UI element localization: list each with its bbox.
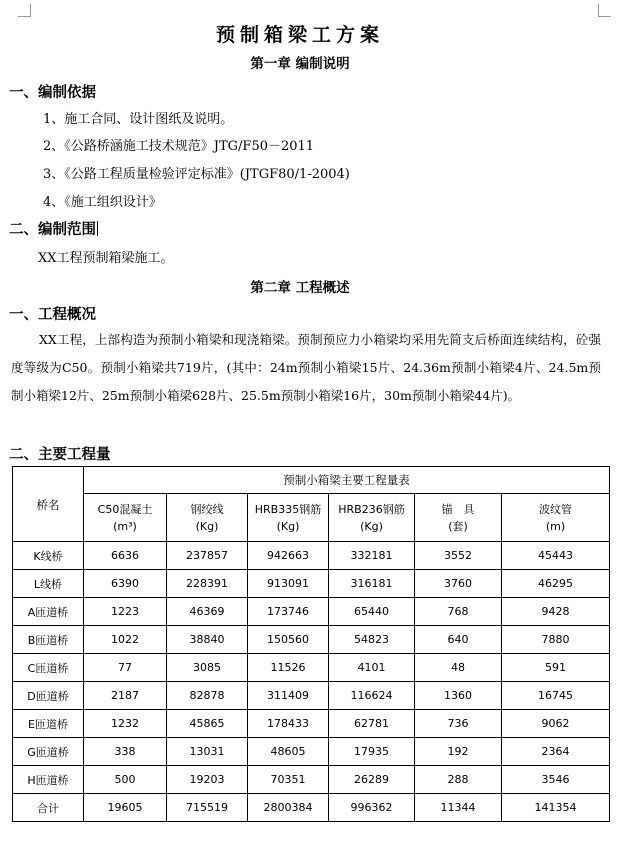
table-cell: 3552 xyxy=(415,542,502,570)
table-cell: 46369 xyxy=(167,598,248,626)
column-name: C50混凝土 xyxy=(97,502,153,516)
table-cell: 316181 xyxy=(329,570,415,598)
table-cell: 6390 xyxy=(84,570,167,598)
table-cell: 13031 xyxy=(167,738,248,766)
list-item: 1、施工合同、设计图纸及说明。 xyxy=(43,112,234,127)
page-corner-mark xyxy=(598,4,611,17)
table-column-header xyxy=(84,494,167,542)
table-cell: 9062 xyxy=(502,710,610,738)
bridge-name-cell: 合计 xyxy=(13,794,84,822)
table-row xyxy=(13,570,610,598)
bridge-name-cell: B匝道桥 xyxy=(13,626,84,654)
bridge-name-cell: G匝道桥 xyxy=(13,738,84,766)
table-header-bridge-name: 桥名 xyxy=(13,467,84,542)
page-corner-mark xyxy=(18,4,31,17)
table-cell: 116624 xyxy=(329,682,415,710)
table-caption: 预制小箱梁主要工程量表 xyxy=(84,467,610,494)
table-cell: 19203 xyxy=(167,766,248,794)
table-cell: 2364 xyxy=(502,738,610,766)
table-cell: 913091 xyxy=(248,570,329,598)
bridge-name-cell: E匝道桥 xyxy=(13,710,84,738)
section-heading: 一、编制依据 xyxy=(9,84,96,101)
table-cell: 3546 xyxy=(502,766,610,794)
table-cell: 500 xyxy=(84,766,167,794)
table-column-header xyxy=(167,494,248,542)
table-cell: 6636 xyxy=(84,542,167,570)
table-cell: 2800384 xyxy=(248,794,329,822)
table-cell: 332181 xyxy=(329,542,415,570)
table-cell: 7880 xyxy=(502,626,610,654)
section-heading-text: 二、编制范围 xyxy=(9,221,96,238)
bridge-name-cell: K线桥 xyxy=(13,542,84,570)
text-cursor xyxy=(97,221,98,236)
table-cell: 141354 xyxy=(502,794,610,822)
paragraph: XX工程，上部构造为预制小箱梁和现浇箱梁。预制预应力小箱梁均采用先简支后桥面连续结构，砼强度等级为C50。预制小箱梁共719片，(其中：24m预制小箱梁15片、24.36m预制小箱梁4片、24.5m预制小箱梁12片、25m预制小箱梁628片、25.5m预制小箱梁16片，30m预制小箱梁44片)。 xyxy=(11,332,601,403)
table-cell: 996362 xyxy=(329,794,415,822)
table-cell: 237857 xyxy=(167,542,248,570)
table-cell: 4101 xyxy=(329,654,415,682)
column-unit: (Kg) xyxy=(195,519,219,533)
table-row xyxy=(13,738,610,766)
table-column-header xyxy=(248,494,329,542)
table-row xyxy=(13,542,610,570)
bridge-name-cell: C匝道桥 xyxy=(13,654,84,682)
table-cell: 45865 xyxy=(167,710,248,738)
table-cell: 338 xyxy=(84,738,167,766)
table-cell: 54823 xyxy=(329,626,415,654)
table-cell: 2187 xyxy=(84,682,167,710)
table-column-header xyxy=(329,494,415,542)
bridge-name-cell: D匝道桥 xyxy=(13,682,84,710)
table-cell: 942663 xyxy=(248,542,329,570)
bridge-name-cell: L线桥 xyxy=(13,570,84,598)
table-cell: 591 xyxy=(502,654,610,682)
table-cell: 62781 xyxy=(329,710,415,738)
table-cell: 1223 xyxy=(84,598,167,626)
column-unit: (套) xyxy=(448,519,468,533)
column-name: HRB335钢筋 xyxy=(254,502,322,516)
table-cell: 1360 xyxy=(415,682,502,710)
table-row xyxy=(13,598,610,626)
table-cell: 82878 xyxy=(167,682,248,710)
table-cell: 65440 xyxy=(329,598,415,626)
table-row xyxy=(13,626,610,654)
table-cell: 11344 xyxy=(415,794,502,822)
table-cell: 1022 xyxy=(84,626,167,654)
table-column-header xyxy=(502,494,610,542)
bridge-name-cell: H匝道桥 xyxy=(13,766,84,794)
column-name: HRB236钢筋 xyxy=(338,502,405,516)
paragraph: XX工程预制箱梁施工。 xyxy=(38,251,174,266)
list-item: 4、《施工组织设计》 xyxy=(43,195,162,210)
table-cell: 736 xyxy=(415,710,502,738)
table-cell: 715519 xyxy=(167,794,248,822)
table-cell: 173746 xyxy=(248,598,329,626)
table-cell: 77 xyxy=(84,654,167,682)
table-cell: 48 xyxy=(415,654,502,682)
section-heading: 一、工程概况 xyxy=(9,306,96,323)
column-unit: (m³) xyxy=(113,519,137,533)
table-cell: 9428 xyxy=(502,598,610,626)
section-heading xyxy=(9,218,98,239)
column-name: 锚 具 xyxy=(441,502,475,516)
table-column-header xyxy=(415,494,502,542)
document-title: 预制箱梁工方案 xyxy=(215,24,384,46)
list-item: 2、《公路桥涵施工技术规范》JTG/F50－2011 xyxy=(43,139,315,154)
table-cell: 45443 xyxy=(502,542,610,570)
table-cell: 1232 xyxy=(84,710,167,738)
table-cell: 11526 xyxy=(248,654,329,682)
table-cell: 48605 xyxy=(248,738,329,766)
column-unit: (Kg) xyxy=(276,519,300,533)
table-cell: 150560 xyxy=(248,626,329,654)
bridge-name-cell: A匝道桥 xyxy=(13,598,84,626)
table-row xyxy=(13,682,610,710)
column-unit: (Kg) xyxy=(360,519,383,533)
section-heading: 二、主要工程量 xyxy=(9,446,111,463)
column-name: 钢绞线 xyxy=(190,502,224,516)
table-cell: 3085 xyxy=(167,654,248,682)
column-unit: (m) xyxy=(545,519,566,533)
table-cell: 178433 xyxy=(248,710,329,738)
table-row xyxy=(13,766,610,794)
chapter-heading: 第二章 工程概述 xyxy=(250,280,350,296)
table-cell: 768 xyxy=(415,598,502,626)
table-row xyxy=(13,710,610,738)
table-cell: 70351 xyxy=(248,766,329,794)
table-cell: 3760 xyxy=(415,570,502,598)
table-cell: 26289 xyxy=(329,766,415,794)
table-cell: 38840 xyxy=(167,626,248,654)
column-name: 波纹管 xyxy=(539,502,572,516)
table-cell: 192 xyxy=(415,738,502,766)
table-cell: 16745 xyxy=(502,682,610,710)
table-row xyxy=(13,654,610,682)
table-cell: 640 xyxy=(415,626,502,654)
chapter-heading: 第一章 编制说明 xyxy=(250,56,350,72)
table-cell: 288 xyxy=(415,766,502,794)
table-cell: 228391 xyxy=(167,570,248,598)
table-cell: 46295 xyxy=(502,570,610,598)
table-row xyxy=(13,794,610,822)
quantity-table xyxy=(12,466,610,822)
table-cell: 17935 xyxy=(329,738,415,766)
table-cell: 311409 xyxy=(248,682,329,710)
list-item: 3、《公路工程质量检验评定标准》(JTGF80/1-2004) xyxy=(43,167,350,182)
table-cell: 19605 xyxy=(84,794,167,822)
